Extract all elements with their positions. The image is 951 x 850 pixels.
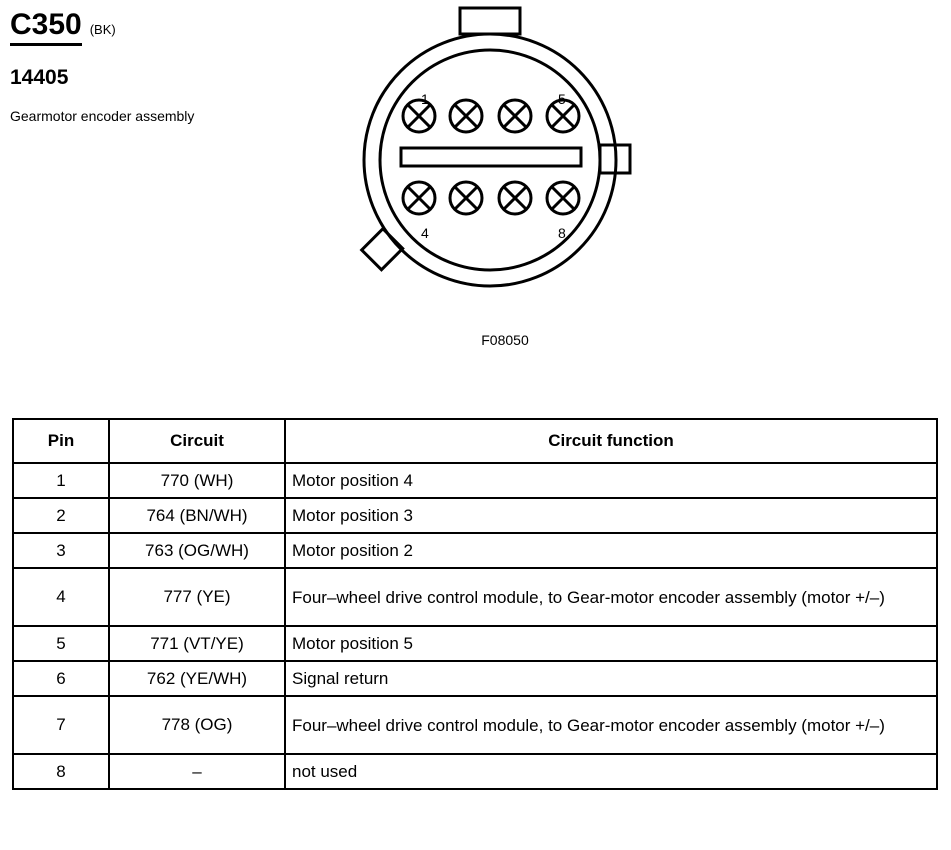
pin-label-bottom-right: 8 <box>558 225 566 241</box>
cell-circuit: 763 (OG/WH) <box>109 533 285 568</box>
connector-top-tab <box>460 8 520 34</box>
column-header-function: Circuit function <box>285 419 937 463</box>
connector-center-bar <box>401 148 581 166</box>
cell-pin: 8 <box>13 754 109 789</box>
cell-pin: 4 <box>13 568 109 626</box>
connector-keyway-tab <box>362 229 403 270</box>
pin-label-top-left: 1 <box>421 91 429 107</box>
pin-table <box>12 418 938 790</box>
table-header-row <box>13 419 937 463</box>
cell-circuit: – <box>109 754 285 789</box>
table-row <box>13 533 937 568</box>
table-row <box>13 754 937 789</box>
table-row <box>13 626 937 661</box>
cell-circuit: 770 (WH) <box>109 463 285 498</box>
pin-label-bottom-left: 4 <box>421 225 429 241</box>
cell-pin: 3 <box>13 533 109 568</box>
cell-circuit: 764 (BN/WH) <box>109 498 285 533</box>
connector-header <box>10 8 310 126</box>
connector-color-code: (BK) <box>89 22 116 37</box>
column-header-circuit: Circuit <box>109 419 285 463</box>
table-row <box>13 498 937 533</box>
cell-function: Motor position 5 <box>285 626 937 661</box>
cell-circuit: 778 (OG) <box>109 696 285 754</box>
cell-function: Motor position 2 <box>285 533 937 568</box>
cell-pin: 1 <box>13 463 109 498</box>
component-name: Gearmotor encoder assembly <box>10 108 195 124</box>
cell-pin: 5 <box>13 626 109 661</box>
table-row <box>13 696 937 754</box>
part-number: 14405 <box>10 66 69 89</box>
figure-code: F08050 <box>481 332 529 348</box>
cell-function: not used <box>285 754 937 789</box>
cell-pin: 6 <box>13 661 109 696</box>
column-header-pin: Pin <box>13 419 109 463</box>
connector-face-diagram <box>355 0 665 310</box>
cell-circuit: 777 (YE) <box>109 568 285 626</box>
terminal-x-icon <box>403 100 579 132</box>
pin-label-top-right: 5 <box>558 91 566 107</box>
cell-function: Four–wheel drive control module, to Gear-motor encoder assembly (motor +/–) <box>285 568 937 626</box>
cell-function: Signal return <box>285 661 937 696</box>
connector-id: C350 <box>10 8 82 46</box>
connector-id-row <box>10 8 310 46</box>
cell-function: Four–wheel drive control module, to Gear-motor encoder assembly (motor +/–) <box>285 696 937 754</box>
table-row <box>13 568 937 626</box>
table-row <box>13 463 937 498</box>
terminal-x-icon <box>403 182 579 214</box>
cell-function: Motor position 3 <box>285 498 937 533</box>
cell-circuit: 762 (YE/WH) <box>109 661 285 696</box>
connector-inner-ring <box>380 50 600 270</box>
cell-function: Motor position 4 <box>285 463 937 498</box>
cell-pin: 2 <box>13 498 109 533</box>
table-row <box>13 661 937 696</box>
cell-circuit: 771 (VT/YE) <box>109 626 285 661</box>
cell-pin: 7 <box>13 696 109 754</box>
